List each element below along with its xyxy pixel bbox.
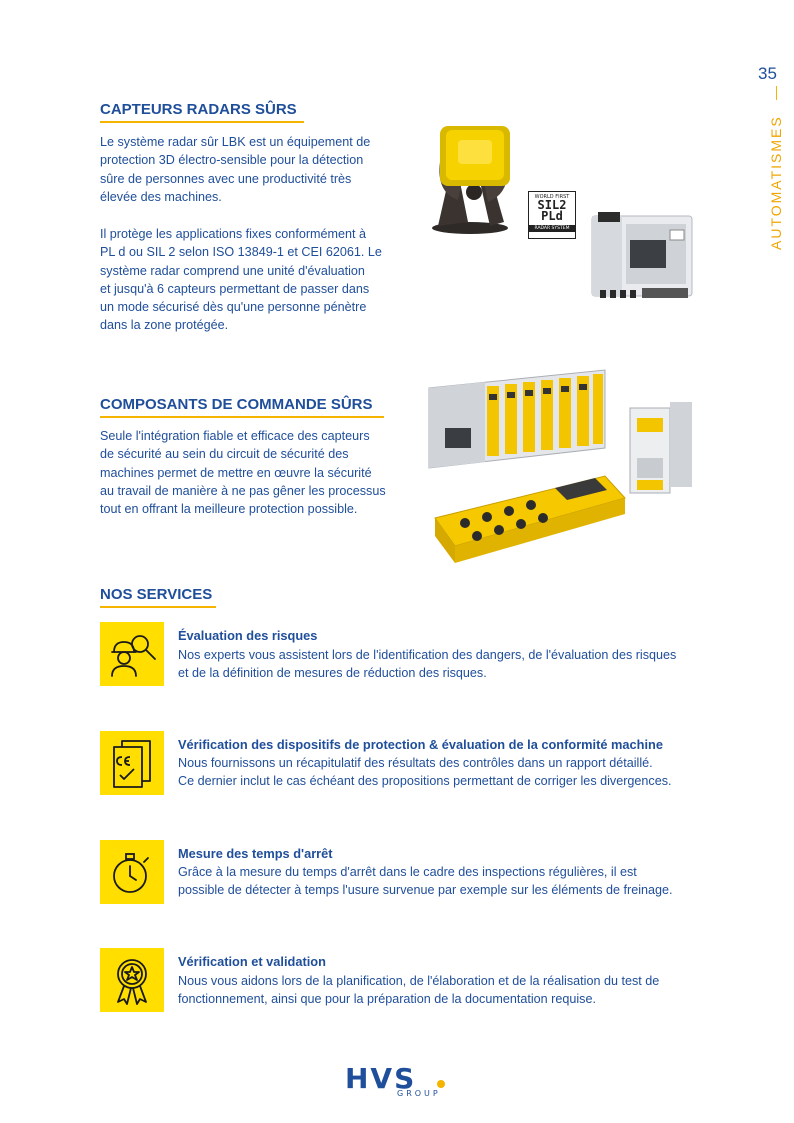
text-line: possible de détecter à temps l'usure survenue par exemple sur les éléments de freinage. <box>178 883 673 898</box>
radar-control-unit-image <box>590 210 700 305</box>
commande-title-underline <box>100 416 384 418</box>
text-line: dans la zone protégée. <box>100 318 229 333</box>
service-description <box>178 972 708 1009</box>
ce-certificate-icon <box>100 731 164 795</box>
commande-paragraph <box>100 427 393 518</box>
text-line: et de la définition de mesures de réduction des risques. <box>178 666 487 681</box>
side-label <box>768 100 788 260</box>
page-number-divider <box>776 86 777 100</box>
text-line: système radar comprend une unité d'évaluation <box>100 263 365 278</box>
text-line: et jusqu'à 6 capteurs permettant de passer dans <box>100 281 370 296</box>
text-line: Ce dernier inclut le cas échéant des propositions permettant de corriger les divergences. <box>178 774 672 789</box>
text-line: protection 3D électro-sensible pour la détection <box>100 153 364 168</box>
service-title: Vérification des dispositifs de protection & évaluation de la conformité machine <box>178 737 663 752</box>
text-line: Nous vous aidons lors de la planification, de l'élaboration et de la réalisation du test de <box>178 974 660 988</box>
service-title: Évaluation des risques <box>178 628 318 643</box>
logo-main-text: HVS <box>345 1062 417 1095</box>
badge-top-text: WORLD FIRST <box>534 194 570 200</box>
commande-section-title: COMPOSANTS DE COMMANDE SÛRS <box>100 396 373 413</box>
text-line: au travail de manière à ne pas gêner les processus <box>100 483 386 498</box>
text-line: PL d ou SIL 2 selon ISO 13849-1 et CEI 62061. Le <box>100 245 382 260</box>
badge-pl-text: PLd <box>541 209 563 223</box>
text-line: tout en offrant la meilleure protection possible. <box>100 502 358 517</box>
text-line: un mode sécurisé dès qu'une personne pénètre <box>100 300 367 315</box>
text-line: fonctionnement, ainsi que pour la préparation de la documentation requise. <box>178 992 596 1007</box>
text-line: Nous fournissons un récapitulatif des résultats des contrôles dans un rapport détaillé. <box>178 756 653 770</box>
radar-paragraph-1 <box>100 133 393 206</box>
page-number: 35 <box>758 64 777 83</box>
text-line: sûre de personnes avec une productivité très <box>100 171 352 186</box>
text-line: machines permet de mettre en œuvre la sécurité <box>100 465 372 480</box>
logo-dot <box>437 1080 445 1088</box>
radar-paragraph-2 <box>100 225 393 335</box>
radar-title-underline <box>100 121 304 123</box>
text-line: Il protège les applications fixes conformément à <box>100 227 367 241</box>
text-line: élevée des machines. <box>100 189 222 204</box>
award-star-icon <box>100 948 164 1012</box>
badge-sil-text: SIL2 <box>537 198 567 212</box>
hvs-group-logo <box>345 1062 455 1102</box>
risk-assessment-icon <box>100 622 164 686</box>
service-description <box>178 863 708 900</box>
service-title: Vérification et validation <box>178 954 326 969</box>
text-line: Le système radar sûr LBK est un équipement de <box>100 135 371 149</box>
text-line: Nos experts vous assistent lors de l'identification des dangers, de l'évaluation des risques <box>178 648 677 662</box>
side-label-text: AUTOMATISMES <box>768 115 784 250</box>
logo-sub-text: GROUP <box>397 1089 441 1098</box>
safety-controller-modules-image <box>425 358 705 573</box>
service-title: Mesure des temps d'arrêt <box>178 846 333 861</box>
text-line: Grâce à la mesure du temps d'arrêt dans le cadre des inspections régulières, il est <box>178 865 637 879</box>
radar-section-title: CAPTEURS RADARS SÛRS <box>100 101 297 118</box>
stopwatch-icon <box>100 840 164 904</box>
text-line: Seule l'intégration fiable et efficace des capteurs <box>100 429 370 443</box>
services-title-underline <box>100 606 216 608</box>
services-section-title: NOS SERVICES <box>100 586 213 603</box>
sil2-pld-badge <box>528 191 576 239</box>
service-description <box>178 646 708 683</box>
text-line: de sécurité au sein du circuit de sécurité des <box>100 447 349 462</box>
radar-sensor-image <box>418 122 528 237</box>
badge-bottom-text: RADAR SYSTEM <box>529 225 575 232</box>
service-description <box>178 754 708 791</box>
